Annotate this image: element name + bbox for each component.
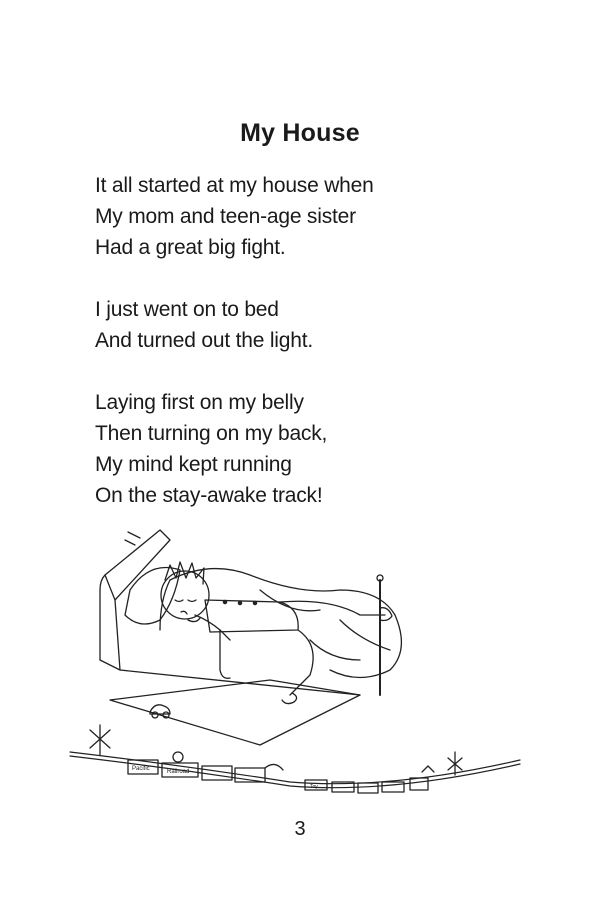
poem-body bbox=[95, 170, 515, 542]
stanza bbox=[95, 294, 515, 356]
train-car-label: Pacific bbox=[132, 766, 150, 772]
bed bbox=[100, 530, 383, 745]
child bbox=[161, 562, 392, 704]
poem-line: It all started at my house when bbox=[95, 174, 374, 197]
poem-line: My mind kept running bbox=[95, 453, 292, 476]
stanza bbox=[95, 170, 515, 263]
poem-title: My House bbox=[240, 119, 360, 147]
toy-label: Toy bbox=[310, 784, 318, 790]
stanza bbox=[95, 387, 515, 511]
poem-line: I just went on to bed bbox=[95, 298, 279, 321]
railroad-track bbox=[70, 725, 520, 788]
poem-line: And turned out the light. bbox=[95, 329, 313, 352]
poem-line: Then turning on my back, bbox=[95, 422, 328, 445]
page-number: 3 bbox=[294, 818, 306, 840]
poem-line: On the stay-awake track! bbox=[95, 484, 323, 507]
toy-train bbox=[128, 752, 434, 793]
poem-line: My mom and teen-age sister bbox=[95, 205, 356, 228]
train-car-label: Railroad bbox=[167, 769, 190, 775]
blanket bbox=[160, 569, 401, 678]
poem-line: Had a great big fight. bbox=[95, 236, 286, 259]
rug bbox=[110, 680, 360, 745]
poem-line: Laying first on my belly bbox=[95, 391, 304, 414]
bedtime-illustration bbox=[60, 520, 530, 820]
